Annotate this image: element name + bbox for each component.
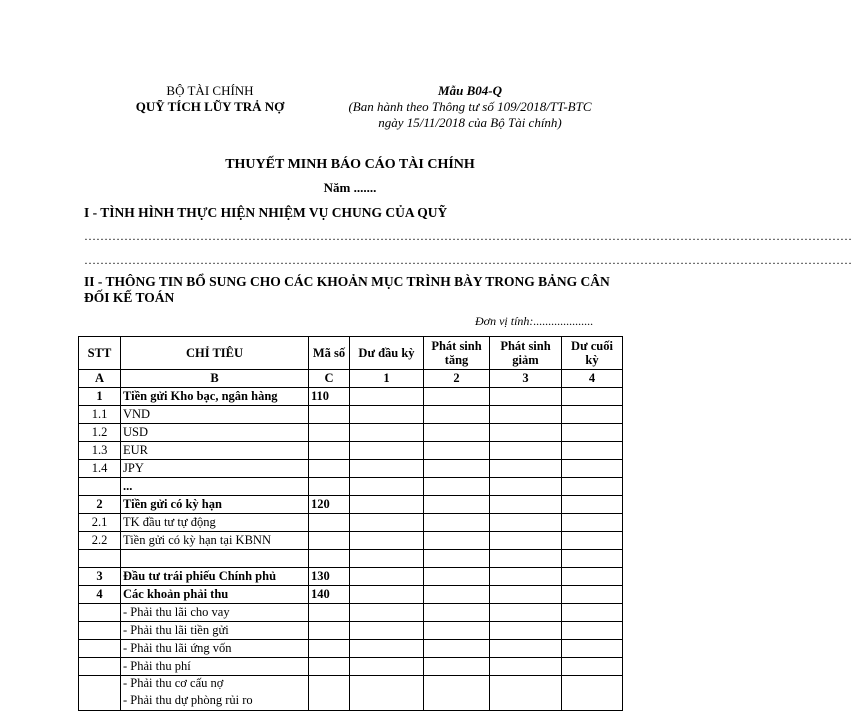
value-cell	[424, 568, 490, 586]
row-code: 110	[309, 388, 350, 406]
row-code	[309, 514, 350, 532]
row-code	[309, 442, 350, 460]
index-cell: B	[121, 370, 309, 388]
row-label: Tiền gửi có kỳ hạn	[121, 496, 309, 514]
header-du-dau-ky: Dư đầu kỳ	[350, 337, 424, 370]
ministry-name: BỘ TÀI CHÍNH	[166, 83, 254, 98]
unit-label: Đơn vị tính:....................	[475, 314, 594, 328]
table-row	[79, 388, 623, 406]
value-cell	[562, 604, 623, 622]
form-code: Mẫu B04-Q	[438, 83, 502, 98]
value-cell	[562, 550, 623, 568]
value-cell	[490, 424, 562, 442]
row-label: Các khoản phải thu	[121, 586, 309, 604]
value-cell	[424, 424, 490, 442]
value-cell	[424, 604, 490, 622]
value-cell	[562, 388, 623, 406]
value-cell	[562, 406, 623, 424]
value-cell	[424, 550, 490, 568]
index-cell: 2	[424, 370, 490, 388]
table-index-row	[79, 370, 623, 388]
value-cell	[562, 586, 623, 604]
value-cell	[562, 514, 623, 532]
value-cell	[562, 460, 623, 478]
table-row	[79, 550, 623, 568]
row-stt: 1.2	[79, 424, 121, 442]
row-label-line: - Phải thu cơ cấu nợ	[123, 676, 224, 690]
index-cell: 1	[350, 370, 424, 388]
value-cell	[350, 478, 424, 496]
value-cell	[350, 622, 424, 640]
year-line: Năm .......	[323, 180, 377, 195]
header-left	[80, 83, 340, 115]
value-cell	[490, 586, 562, 604]
value-cell	[350, 604, 424, 622]
value-cell	[424, 658, 490, 676]
value-cell	[424, 640, 490, 658]
index-cell: 3	[490, 370, 562, 388]
issued-line-2: ngày 15/11/2018 của Bộ Tài chính)	[378, 115, 562, 130]
row-label	[121, 550, 309, 568]
value-cell	[490, 622, 562, 640]
value-cell	[424, 406, 490, 424]
row-code: 120	[309, 496, 350, 514]
header-right	[330, 83, 610, 131]
table-row	[79, 424, 623, 442]
row-label: USD	[121, 424, 309, 442]
row-label: - Phải thu phí	[121, 658, 309, 676]
header-phat-sinh-giam: Phát sinh giảm	[490, 337, 562, 370]
table-row	[79, 658, 623, 676]
row-stt: 1	[79, 388, 121, 406]
value-cell	[562, 568, 623, 586]
value-cell	[490, 496, 562, 514]
value-cell	[490, 640, 562, 658]
header-stt: STT	[79, 337, 121, 370]
value-cell	[490, 676, 562, 711]
row-stt: 2.2	[79, 532, 121, 550]
row-label: - Phải thu lãi ứng vốn	[121, 640, 309, 658]
row-label: ...	[121, 478, 309, 496]
value-cell	[562, 640, 623, 658]
value-cell	[350, 586, 424, 604]
row-code	[309, 622, 350, 640]
value-cell	[562, 442, 623, 460]
value-cell	[562, 622, 623, 640]
value-cell	[490, 604, 562, 622]
row-stt: 1.4	[79, 460, 121, 478]
section-2-heading: II - THÔNG TIN BỔ SUNG CHO CÁC KHOẢN MỤC TRÌNH BÀY TRONG BẢNG CÂN ĐỐI KẾ TOÁN	[84, 274, 610, 305]
index-cell: A	[79, 370, 121, 388]
value-cell	[424, 586, 490, 604]
document-title: THUYẾT MINH BÁO CÁO TÀI CHÍNH	[225, 157, 475, 172]
row-code	[309, 532, 350, 550]
value-cell	[350, 424, 424, 442]
value-cell	[350, 658, 424, 676]
value-cell	[350, 496, 424, 514]
row-stt	[79, 478, 121, 496]
value-cell	[490, 658, 562, 676]
value-cell	[350, 406, 424, 424]
row-code	[309, 550, 350, 568]
row-code	[309, 640, 350, 658]
row-label: JPY	[121, 460, 309, 478]
header-ma-so: Mã số	[309, 337, 350, 370]
value-cell	[424, 676, 490, 711]
value-cell	[490, 514, 562, 532]
table-row	[79, 514, 623, 532]
index-cell: C	[309, 370, 350, 388]
index-cell: 4	[562, 370, 623, 388]
header-chi-tieu: CHỈ TIÊU	[121, 337, 309, 370]
row-stt: 1.3	[79, 442, 121, 460]
table-row	[79, 604, 623, 622]
row-label: Đầu tư trái phiếu Chính phủ	[121, 568, 309, 586]
row-code	[309, 406, 350, 424]
row-code	[309, 424, 350, 442]
row-stt: 1.1	[79, 406, 121, 424]
row-stt: 2.1	[79, 514, 121, 532]
value-cell	[350, 568, 424, 586]
value-cell	[562, 658, 623, 676]
table-row	[79, 586, 623, 604]
row-code	[309, 676, 350, 711]
table-row	[79, 532, 623, 550]
table-row	[79, 478, 623, 496]
row-label	[121, 676, 309, 711]
table-row	[79, 568, 623, 586]
row-label: VND	[121, 406, 309, 424]
value-cell	[350, 550, 424, 568]
table-row	[79, 406, 623, 424]
value-cell	[424, 388, 490, 406]
dots-line-1: …………………………………………………………………………………………………………………………………………………………………………	[84, 229, 852, 243]
value-cell	[562, 496, 623, 514]
value-cell	[424, 442, 490, 460]
row-stt	[79, 604, 121, 622]
section-1-heading: I - TÌNH HÌNH THỰC HIỆN NHIỆM VỤ CHUNG CỦA QUỸ	[84, 205, 448, 220]
header-du-cuoi-ky: Dư cuối kỳ	[562, 337, 623, 370]
value-cell	[490, 460, 562, 478]
table-row	[79, 460, 623, 478]
row-stt	[79, 550, 121, 568]
row-stt	[79, 676, 121, 711]
value-cell	[350, 532, 424, 550]
row-label-line: - Phải thu dự phòng rủi ro	[123, 693, 253, 707]
row-label: EUR	[121, 442, 309, 460]
row-label: TK đầu tư tự động	[121, 514, 309, 532]
value-cell	[490, 478, 562, 496]
fund-name: QUỸ TÍCH LŨY TRẢ NỢ	[135, 99, 285, 114]
value-cell	[424, 622, 490, 640]
row-stt: 3	[79, 568, 121, 586]
table-header-row	[79, 337, 623, 370]
value-cell	[350, 442, 424, 460]
value-cell	[562, 676, 623, 711]
table-row	[79, 640, 623, 658]
value-cell	[424, 460, 490, 478]
value-cell	[350, 676, 424, 711]
issued-line-1: (Ban hành theo Thông tư số 109/2018/TT-BTC	[348, 99, 592, 114]
value-cell	[424, 514, 490, 532]
table-row	[79, 622, 623, 640]
row-stt	[79, 640, 121, 658]
row-stt: 2	[79, 496, 121, 514]
value-cell	[424, 478, 490, 496]
row-stt	[79, 622, 121, 640]
value-cell	[562, 478, 623, 496]
value-cell	[490, 532, 562, 550]
value-cell	[490, 388, 562, 406]
value-cell	[490, 406, 562, 424]
row-code: 130	[309, 568, 350, 586]
value-cell	[490, 442, 562, 460]
value-cell	[562, 424, 623, 442]
value-cell	[490, 550, 562, 568]
row-stt	[79, 658, 121, 676]
value-cell	[350, 460, 424, 478]
dots-line-2: …………………………………………………………………………………………………………………………………………………………………………	[84, 253, 852, 267]
table-row	[79, 496, 623, 514]
header-phat-sinh-tang: Phát sinh tăng	[424, 337, 490, 370]
table-row	[79, 676, 623, 711]
report-table	[78, 336, 623, 711]
value-cell	[350, 514, 424, 532]
row-label: - Phải thu lãi cho vay	[121, 604, 309, 622]
value-cell	[424, 496, 490, 514]
row-code	[309, 460, 350, 478]
row-code	[309, 604, 350, 622]
value-cell	[424, 532, 490, 550]
row-label: Tiền gửi Kho bạc, ngân hàng	[121, 388, 309, 406]
row-code	[309, 658, 350, 676]
value-cell	[490, 568, 562, 586]
value-cell	[350, 388, 424, 406]
row-label: - Phải thu lãi tiền gửi	[121, 622, 309, 640]
value-cell	[350, 640, 424, 658]
row-label: Tiền gửi có kỳ hạn tại KBNN	[121, 532, 309, 550]
row-stt: 4	[79, 586, 121, 604]
table-row	[79, 442, 623, 460]
row-code	[309, 478, 350, 496]
row-code: 140	[309, 586, 350, 604]
value-cell	[562, 532, 623, 550]
